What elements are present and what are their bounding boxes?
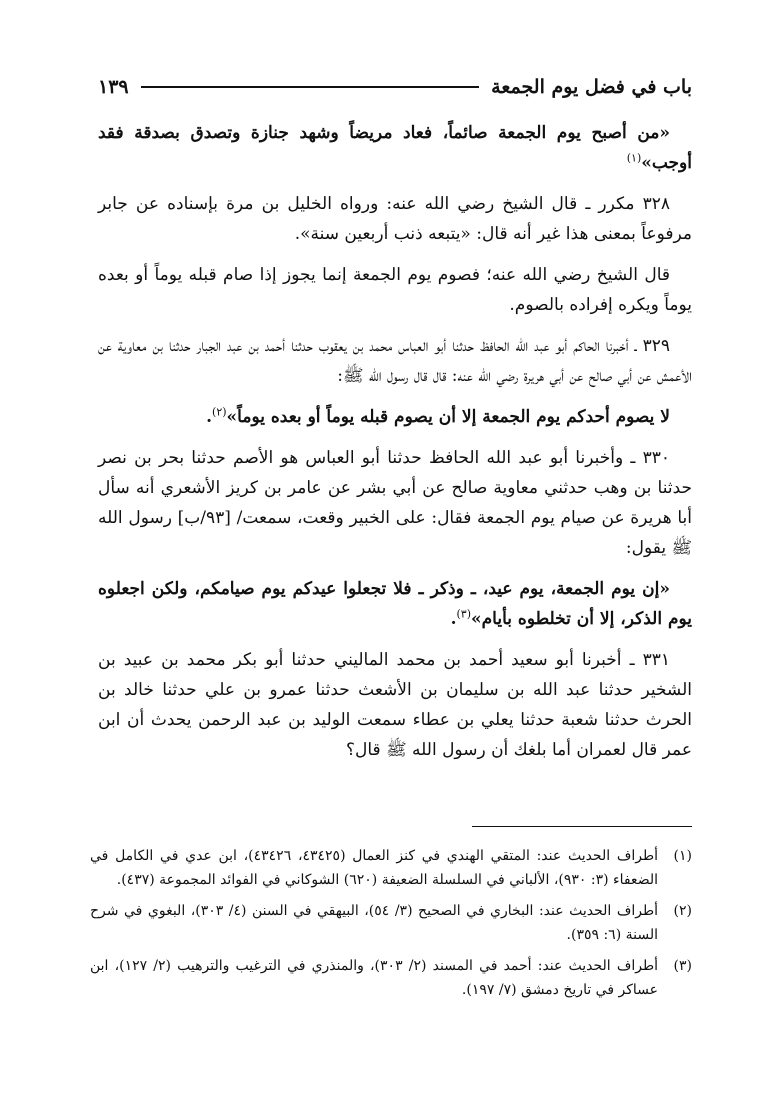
hadith-quote: «إن يوم الجمعة، يوم عيد، ـ وذكر ـ فلا تجعلوا عيدكم يوم صيامكم، ولكن اجعلوه يوم الذكر، إلا أن تخلطوه بأيام»$^{(٣)}$. xyxy=(98,579,692,629)
chapter-title: باب في فضل يوم الجمعة xyxy=(491,76,692,98)
footnote-marker: (٣) xyxy=(456,607,472,621)
footnote-marker: (٢) xyxy=(212,405,227,419)
footnotes xyxy=(90,844,692,1009)
narration-paragraph: ٣٣١ ـ أخبرنا أبو سعيد أحمد بن محمد الماليني حدثنا أبو بكر محمد بن عبيد بن الشخير حدثنا عبد الله بن سليمان بن الأشعث حدثنا عمرو بن علي حدثنا خالد بن الحرث حدثنا شعبة حدثنا يعلي بن عطاء سمعت الوليد بن عبد الرحمن يحدث أن ابن عمر قال لعمران أما بلغك أن رسول الله ﷺ قال؟ xyxy=(98,650,693,760)
footnote-text: أطراف الحديث عند: أحمد في المسند (٢/ ٣٠٣)، والمنذري في الترغيب والترهيب (٢/ ١٢٧)، ابن عساكر في تاريخ دمشق (٧/ ١٩٧). xyxy=(90,958,659,998)
page-number: ١٣٩ xyxy=(98,76,129,98)
hadith-quote: لا يصوم أحدكم يوم الجمعة إلا أن يصوم قبله يوماً أو بعده يوماً»$^{(٢)}$. xyxy=(206,405,670,427)
footnote-separator xyxy=(472,826,692,827)
footnote xyxy=(90,899,692,947)
hadith-quote: «من أصبح يوم الجمعة صائماً، فعاد مريضاً وشهد جنازة وتصدق بصدقة فقد أوجب»$^{(١)}$ xyxy=(98,123,692,173)
footnote-number: (٣) xyxy=(673,958,692,974)
narration-paragraph: ٣٢٨ مكرر ـ قال الشيخ رضي الله عنه: ورواه الخليل بن مرة بإسناده عن جابر مرفوعاً بمعنى هذا غير أنه قال: «يتبعه ذنب أربعين سنة». xyxy=(98,194,692,244)
commentary-paragraph: قال الشيخ رضي الله عنه؛ فصوم يوم الجمعة إنما يجوز إذا صام قبله يوماً أو بعده يوماً ويكره إفراده بالصوم. xyxy=(98,265,692,315)
footnote-text: أطراف الحديث عند: المتقي الهندي في كنز العمال (٤٣٤٢٥، ٤٣٤٢٦)، ابن عدي في الكامل في الضعفاء (٣: ٩٣٠)، الألباني في السلسلة الضعيفة (٦٢٠) الشوكاني في الفوائد المجموعة (٤٣٧). xyxy=(90,848,658,888)
footnote-marker: (١) xyxy=(626,151,642,165)
narration-paragraph: ٣٢٩ ـ أخبرنا الحاكم أبو عبد الله الحافظ حدثنا أبو العباس محمد بن يعقوب حدثنا أحمد بن عبد الجبار حدثنا بن معاوية عن الأعمش عن أبي صالح عن أبي هريرة رضي الله عنه: قال قال رسول الله ﷺ: xyxy=(98,336,692,386)
footnote xyxy=(90,844,692,892)
running-header xyxy=(98,72,692,102)
footnote-number: (٢) xyxy=(673,903,692,919)
footnote-number: (١) xyxy=(673,848,692,864)
narration-paragraph: ٣٣٠ ـ وأخبرنا أبو عبد الله الحافظ حدثنا أبو العباس هو الأصم حدثنا بحر بن نصر حدثنا بن وهب حدثني معاوية صالح عن أبي بشر عن عامر بن كريز الأشعري أنه سأل أبا هريرة عن صيام يوم الجمعة فقال: على الخبير وقعت، سمعت/ [٩٣/ب] رسول الله ﷺ يقول: xyxy=(98,448,693,558)
main-text xyxy=(98,118,692,776)
header-rule xyxy=(141,86,480,88)
footnote-text: أطراف الحديث عند: البخاري في الصحيح (٣/ ٥٤)، البيهقي في السنن (٤/ ٣٠٣)، البغوي في شرح السنة (٦: ٣٥٩). xyxy=(90,903,658,943)
footnote xyxy=(90,954,692,1002)
